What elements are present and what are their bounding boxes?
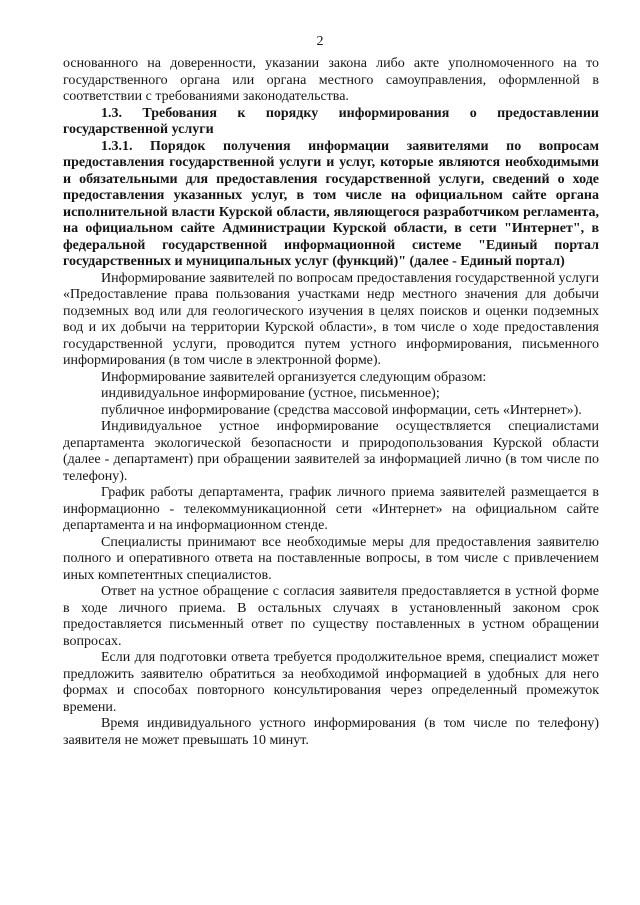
list-item-public: публичное информирование (средства массовой информации, сеть «Интернет»). [101, 402, 582, 418]
paragraph-oral-reply: Ответ на устное обращение с согласия заявителя предоставляется в устной форме в ходе личного приема. В остальных случаях в установленный законом срок предоставляется письменный ответ по существу поставленных в устном обращении вопросах. [63, 584, 599, 649]
paragraph-specialists: Специалисты принимают все необходимые меры для предоставления заявителю полного и оперативного ответа на поставленные вопросы, в том числе с привлечением иных компетентных специалистов. [63, 534, 599, 583]
page-number: 2 [316, 34, 324, 49]
subsection-heading-1-3-1: 1.3.1. Порядок получения информации заявителями по вопросам предоставления государственной услуги и услуг, которые являются необходимыми и обязательными для предоставления государственной услуги, сведений о ходе предоставления указанных услуг, в том числе на официальном сайте органа исполнительной власти Курской области, являющегося разработчиком регламента, на официальном сайте Администрации Курской области, в сети "Интернет", в федеральной государственной информационной системе "Единый портал государственных и муниципальных услуг (функций)" (далее - Единый портал) [63, 138, 599, 269]
paragraph-long-reply: Если для подготовки ответа требуется продолжительное время, специалист может предложить заявителю обратиться за необходимой информацией в удобных для него формах и способах повторного консультирования через определенный промежуток времени. [63, 650, 599, 715]
paragraph-time-limit: Время индивидуального устного информирования (в том числе по телефону) заявителя не может превышать 10 минут. [63, 716, 599, 748]
document-body [63, 56, 599, 749]
paragraph-continuation: основанного на доверенности, указании закона либо акте уполномоченного на то государственного органа или органа местного самоуправления, оформленной в соответствии с требованиями законодательства. [63, 56, 599, 104]
section-heading-1-3: 1.3. Требования к порядку информирования о предоставлении государственной услуги [63, 105, 599, 137]
paragraph-informing: Информирование заявителей по вопросам предоставления государственной услуги «Предоставление права пользования участками недр местного значения для добычи подземных вод или для геологического изучения в целях поисков и оценки подземных вод и их добычи на территории Курской области», в том числе о ходе предоставления государственной услуги, проводится путем устного информирования, письменного информирования (в том числе в электронной форме). [63, 270, 599, 368]
list-item-individual: индивидуальное информирование (устное, письменное); [101, 386, 440, 401]
paragraph-oral-informing: Индивидуальное устное информирование осуществляется специалистами департамента экологической безопасности и природопользования Курской области (далее - департамент) при обращении заявителей за информацией лично (в том числе по телефону). [63, 419, 599, 484]
paragraph-organization: Информирование заявителей организуется следующим образом: [101, 369, 487, 385]
paragraph-schedule: График работы департамента, график личного приема заявителей размещается в информационно - телекоммуникационной сети «Интернет» на официальном сайте департамента и на информационном стенде. [63, 485, 599, 533]
